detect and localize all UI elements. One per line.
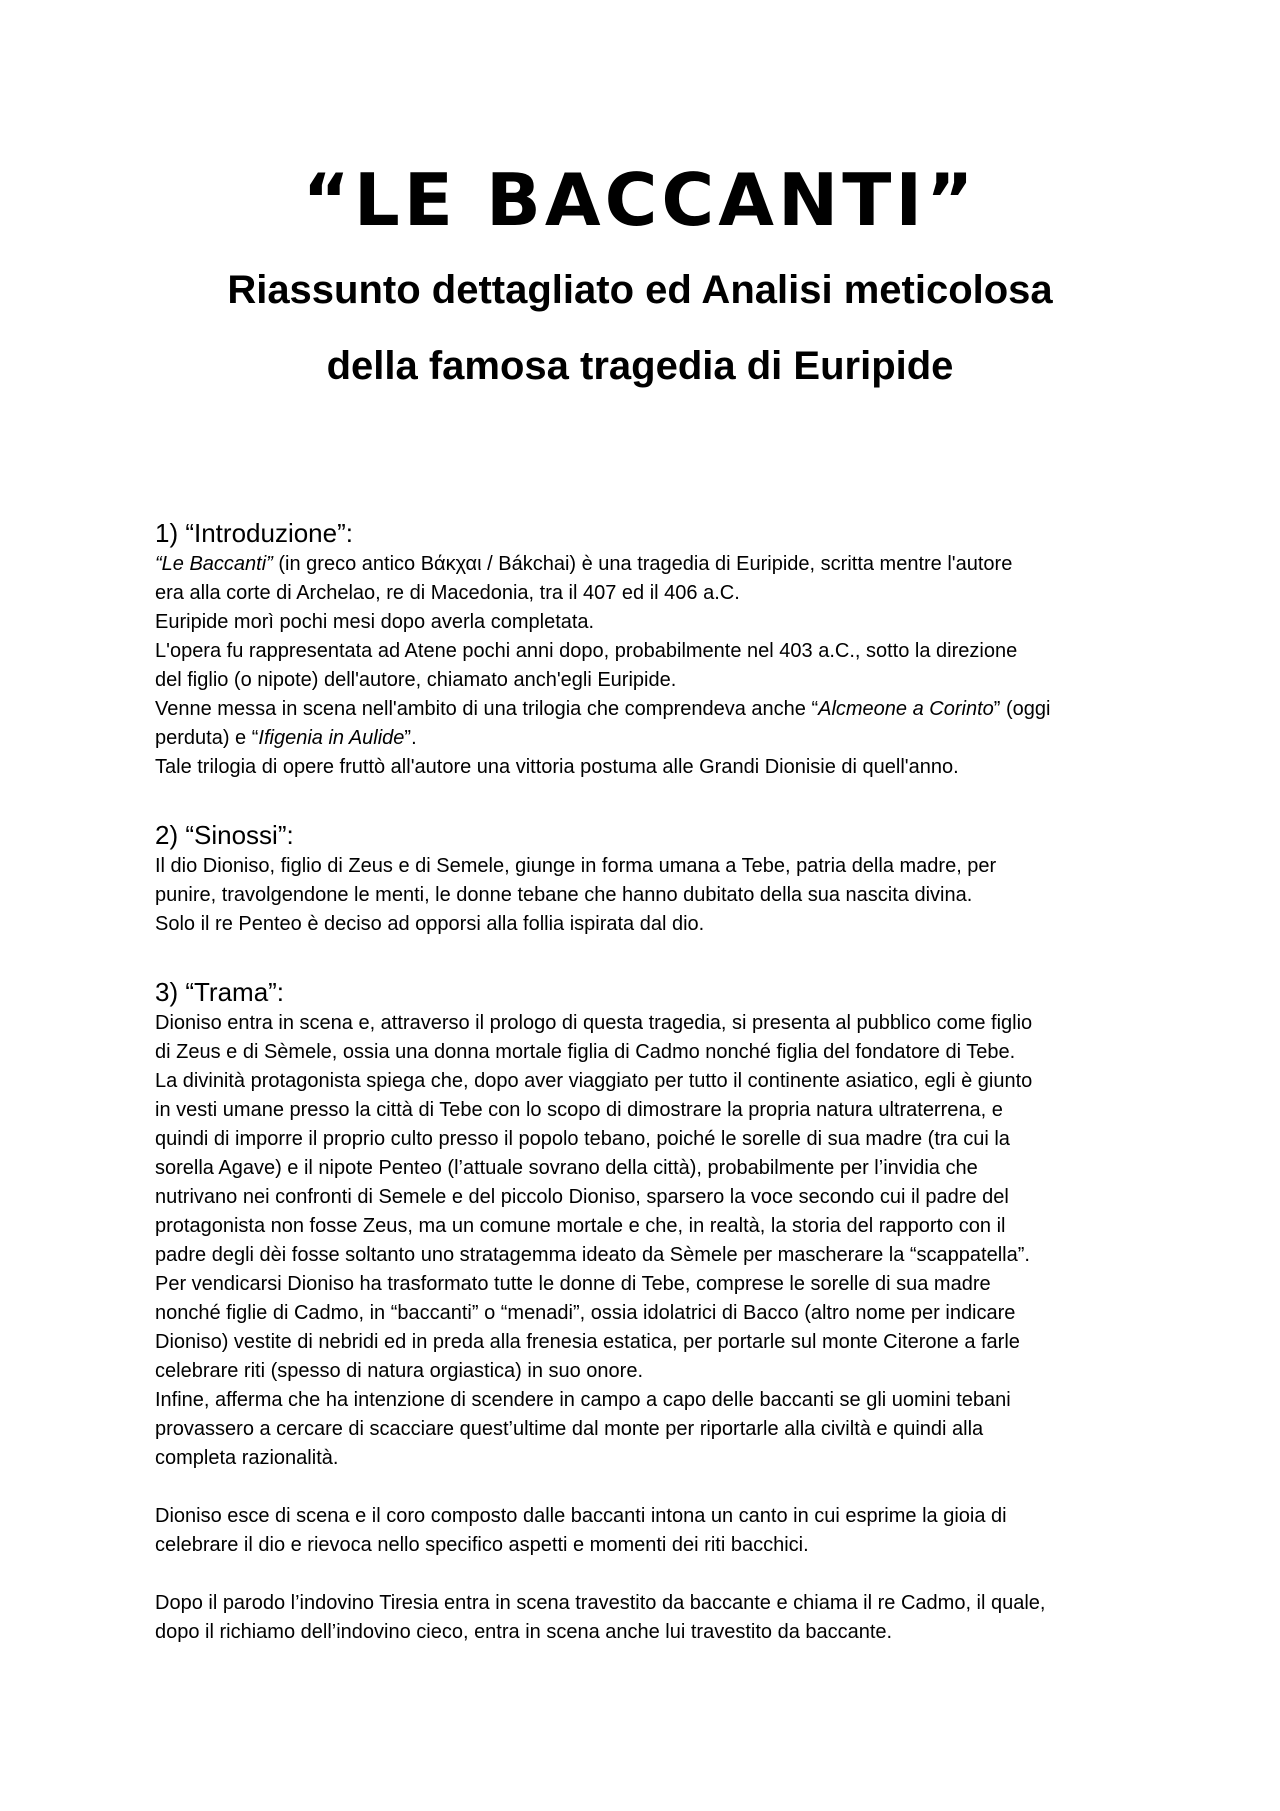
- paragraph-line: dopo il richiamo dell’indovino cieco, entra in scena anche lui travestito da baccante.: [155, 1621, 893, 1643]
- paragraph-line: Il dio Dioniso, figlio di Zeus e di Semele, giunge in forma umana a Tebe, patria della madre, per: [155, 855, 997, 877]
- paragraph-line: padre degli dèi fosse soltanto uno stratagemma ideato da Sèmele per mascherare la “scappatella”.: [155, 1244, 1030, 1266]
- italic-title: “Le Baccanti”: [155, 553, 273, 575]
- paragraph-line: in vesti umane presso la città di Tebe con lo scopo di dimostrare la propria natura ultraterrena, e: [155, 1099, 1003, 1121]
- paragraph-line: Solo il re Penteo è deciso ad opporsi alla follia ispirata dal dio.: [155, 913, 705, 935]
- section-heading: 1) “Introduzione”:: [155, 518, 353, 548]
- paragraph-line: provassero a cercare di scacciare quest’ultime dal monte per riportarle alla civiltà e quindi alla: [155, 1418, 984, 1440]
- line-text: ” (oggi: [993, 698, 1051, 720]
- paragraph-line: Dopo il parodo l’indovino Tiresia entra in scena travestito da baccante e chiama il re Cadmo, il quale,: [155, 1592, 1046, 1614]
- paragraph-line: Dioniso entra in scena e, attraverso il prologo di questa tragedia, si presenta al pubblico come figlio: [155, 1012, 1033, 1034]
- subtitle-line-2: della famosa tragedia di Euripide: [326, 344, 954, 388]
- paragraph-line: L'opera fu rappresentata ad Atene pochi anni dopo, probabilmente nel 403 a.C., sotto la direzione: [155, 640, 1018, 662]
- paragraph-line: [155, 695, 1125, 724]
- section-sinossi: [155, 818, 1125, 939]
- line-text: ”.: [404, 727, 417, 749]
- paragraph-line: nutrivano nei confronti di Semele e del piccolo Dioniso, sparsero la voce secondo cui il padre del: [155, 1186, 1009, 1208]
- paragraph-line: nonché figlie di Cadmo, in “baccanti” o “menadi”, ossia idolatrici di Bacco (altro nome per indicare: [155, 1302, 1016, 1324]
- paragraph-line: punire, travolgendone le menti, le donne tebane che hanno dubitato della sua nascita divina.: [155, 884, 973, 906]
- line-text: Venne messa in scena nell'ambito di una trilogia che comprendeva anche “: [155, 698, 819, 720]
- paragraph-line: sorella Agave) e il nipote Penteo (l’attuale sovrano della città), probabilmente per l’invidia che: [155, 1157, 978, 1179]
- paragraph-line: Infine, afferma che ha intenzione di scendere in campo a capo delle baccanti se gli uomini tebani: [155, 1389, 1011, 1411]
- subtitle-line-1: Riassunto dettagliato ed Analisi meticolosa: [227, 268, 1053, 312]
- document-title: “LE BACCANTI”: [302, 158, 978, 242]
- section-introduzione: [155, 516, 1125, 782]
- paragraph-line: Tale trilogia di opere fruttò all'autore una vittoria postuma alle Grandi Dionisie di quell'anno.: [155, 756, 959, 778]
- line-text: perduta) e “: [155, 727, 259, 749]
- italic-title: Ifigenia in Aulide: [258, 727, 405, 749]
- section-trama: [155, 975, 1125, 1647]
- paragraph-line: Euripide morì pochi mesi dopo averla completata.: [155, 611, 595, 633]
- paragraph-line: La divinità protagonista spiega che, dopo aver viaggiato per tutto il continente asiatico, egli è giunto: [155, 1070, 1033, 1092]
- paragraph-gap: [155, 1560, 1125, 1589]
- paragraph-line: Dioniso) vestite di nebridi ed in preda alla frenesia estatica, per portarle sul monte Citerone a farle: [155, 1331, 1020, 1353]
- paragraph-line: Per vendicarsi Dioniso ha trasformato tutte le donne di Tebe, comprese le sorelle di sua madre: [155, 1273, 991, 1295]
- paragraph-line: celebrare il dio e rievoca nello specifico aspetti e momenti dei riti bacchici.: [155, 1534, 809, 1556]
- paragraph-line: era alla corte di Archelao, re di Macedonia, tra il 407 ed il 406 a.C.: [155, 582, 740, 604]
- paragraph-line: [155, 550, 1125, 579]
- line-text: (in greco antico Βάκχαι / Bákchai) è una tragedia di Euripide, scritta mentre l'autore: [272, 553, 1013, 575]
- paragraph-line: del figlio (o nipote) dell'autore, chiamato anch'egli Euripide.: [155, 669, 677, 691]
- section-heading: 3) “Trama”:: [155, 977, 285, 1007]
- paragraph-line: [155, 724, 1125, 753]
- paragraph-line: celebrare riti (spesso di natura orgiastica) in suo onore.: [155, 1360, 644, 1382]
- paragraph-gap: [155, 1473, 1125, 1502]
- paragraph-line: completa razionalità.: [155, 1447, 339, 1469]
- paragraph-line: quindi di imporre il proprio culto presso il popolo tebano, poiché le sorelle di sua madre (tra cui la: [155, 1128, 1010, 1150]
- paragraph-line: protagonista non fosse Zeus, ma un comune mortale e che, in realtà, la storia del rapporto con il: [155, 1215, 1006, 1237]
- italic-title: Alcmeone a Corinto: [818, 698, 994, 720]
- section-heading: 2) “Sinossi”:: [155, 820, 294, 850]
- paragraph-line: Dioniso esce di scena e il coro composto dalle baccanti intona un canto in cui esprime la gioia di: [155, 1505, 1007, 1527]
- paragraph-line: di Zeus e di Sèmele, ossia una donna mortale figlia di Cadmo nonché figlia del fondatore di Tebe.: [155, 1041, 1016, 1063]
